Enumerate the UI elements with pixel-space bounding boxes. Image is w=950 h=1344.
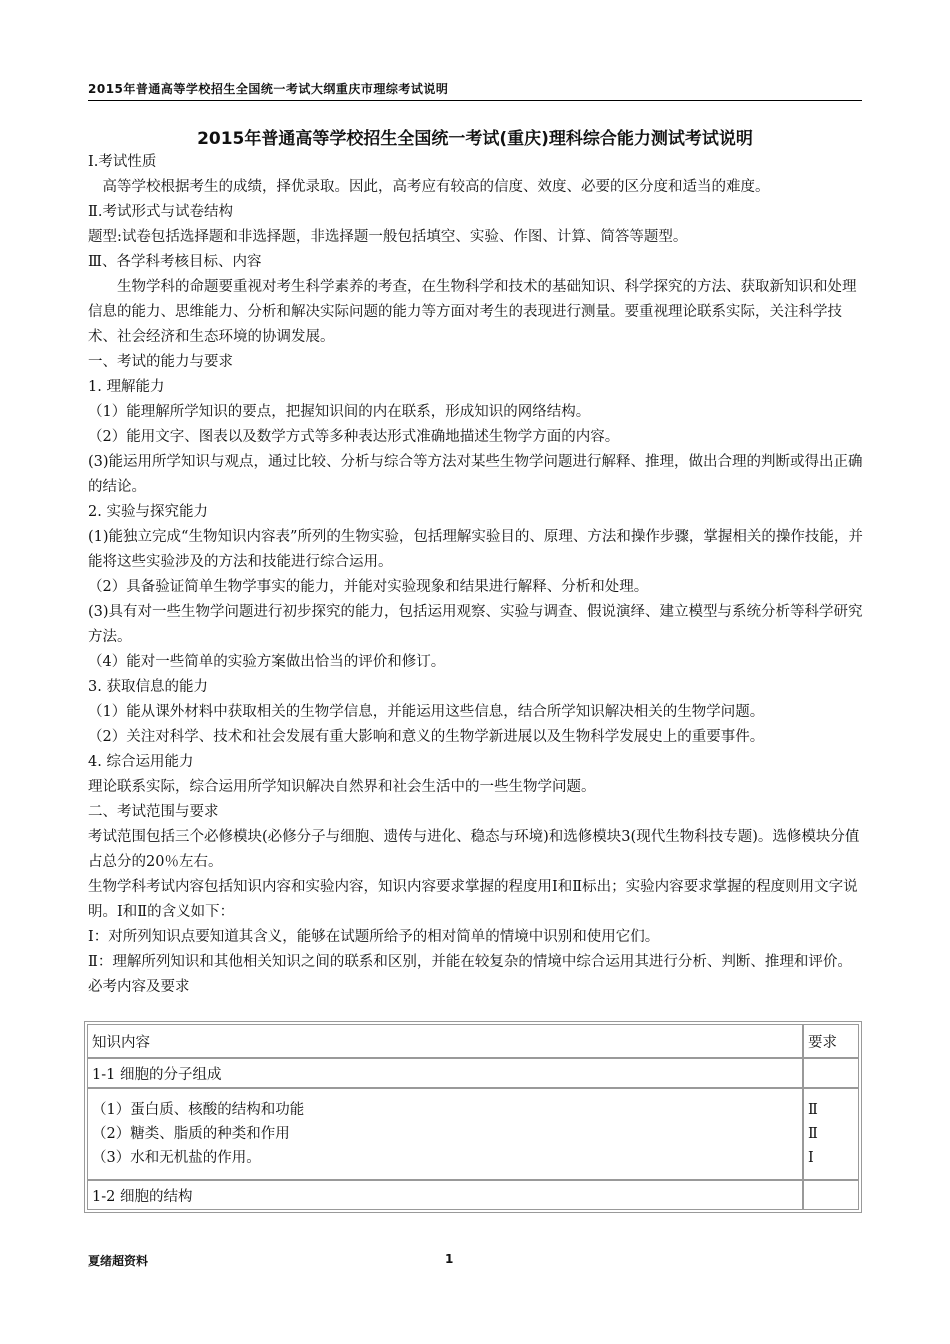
item-text: （2）糖类、脂质的种类和作用 [92, 1126, 290, 1142]
item-heading: 2. 实验与探究能力 [88, 504, 208, 520]
paragraph: Ⅱ：理解所列知识和其他相关知识之间的联系和区别，并能在较复杂的情境中综合运用其进行分析、判断、推理和评价。 [88, 954, 852, 970]
item-heading: 4. 综合运用能力 [88, 754, 194, 770]
list-item: （2）关注对科学、技术和社会发展有重大影响和意义的生物学新进展以及生物科学发展史上的重要事件。 [88, 729, 765, 745]
list-item: （2）能用文字、图表以及数学方式等多种表达形式准确地描述生物学方面的内容。 [88, 429, 620, 445]
paragraph: 理论联系实际，综合运用所学知识解决自然界和社会生活中的一些生物学问题。 [88, 779, 596, 795]
table-caption: 必考内容及要求 [88, 979, 190, 995]
item-text: （3）水和无机盐的作用。 [92, 1150, 261, 1166]
document-body [88, 150, 870, 1000]
item-heading: 1. 理解能力 [88, 379, 165, 395]
req-cell [803, 1088, 859, 1180]
table-row [87, 1058, 859, 1088]
item-heading: 3. 获取信息的能力 [88, 679, 208, 695]
running-header: 2015年普通高等学校招生全国统一考试大纲重庆市理综考试说明 [88, 82, 449, 96]
section-cell: 1-2 细胞的结构 [87, 1180, 803, 1210]
paragraph: 考试范围包括三个必修模块(必修分子与细胞、遗传与进化、稳态与环境)和选修模块3(现代生物科技专题)。选修模块分值占总分的20％左右。 [88, 829, 860, 870]
section-heading-1: Ⅰ.考试性质 [88, 154, 157, 170]
table-row [87, 1088, 859, 1180]
document-title: 2015年普通高等学校招生全国统一考试(重庆)理科综合能力测试考试说明 [197, 129, 753, 149]
requirements-table [84, 1021, 862, 1213]
footer-source: 夏绪超资料 [88, 1254, 149, 1268]
paragraph: Ⅰ：对所列知识点要知道其含义，能够在试题所给予的相对简单的情境中识别和使用它们。 [88, 929, 660, 945]
empty-cell [803, 1058, 859, 1088]
req-level: Ⅱ [808, 1102, 818, 1118]
section-cell: 1-1 细胞的分子组成 [87, 1058, 803, 1088]
list-item: (3)具有对一些生物学问题进行初步探究的能力，包括运用观察、实验与调查、假说演绎、建立模型与系统分析等科学研究方法。 [88, 604, 863, 645]
header-rule [88, 100, 862, 101]
paragraph: 题型:试卷包括选择题和非选择题，非选择题一般包括填空、实验、作图、计算、简答等题型。 [88, 229, 688, 245]
table-row [87, 1180, 859, 1210]
list-item: (3)能运用所学知识与观点，通过比较、分析与综合等方法对某些生物学问题进行解释、推理，做出合理的判断或得出正确的结论。 [88, 454, 863, 495]
list-item: (1)能独立完成“生物知识内容表”所列的生物实验，包括理解实验目的、原理、方法和操作步骤，掌握相关的操作技能，并能将这些实验涉及的方法和技能进行综合运用。 [88, 529, 863, 570]
table-header-row [87, 1024, 859, 1058]
paragraph: 生物学科考试内容包括知识内容和实验内容，知识内容要求掌握的程度用Ⅰ和Ⅱ标出；实验内容要求掌握的程度则用文字说明。Ⅰ和Ⅱ的含义如下： [88, 879, 858, 920]
subsection-heading: 一、考试的能力与要求 [88, 354, 233, 370]
list-item: （1）能从课外材料中获取相关的生物学信息，并能运用这些信息，结合所学知识解决相关的生物学问题。 [88, 704, 765, 720]
header-req-cell: 要求 [803, 1024, 859, 1058]
items-cell [87, 1088, 803, 1180]
empty-cell [803, 1180, 859, 1210]
header-content-cell: 知识内容 [87, 1024, 803, 1058]
list-item: （1）能理解所学知识的要点，把握知识间的内在联系，形成知识的网络结构。 [88, 404, 591, 420]
req-level: Ⅰ [808, 1150, 814, 1166]
item-text: （1）蛋白质、核酸的结构和功能 [92, 1102, 305, 1118]
list-item: （4）能对一些简单的实验方案做出恰当的评价和修订。 [88, 654, 446, 670]
section-heading-3: Ⅲ、各学科考核目标、内容 [88, 254, 262, 270]
subsection-heading: 二、考试范围与要求 [88, 804, 219, 820]
paragraph: 生物学科的命题要重视对考生科学素养的考查，在生物科学和技术的基础知识、科学探究的方法、获取新知识和处理信息的能力、思维能力、分析和解决实际问题的能力等方面对考生的表现进行测量。要重视理论联系实际，关注科学技术、社会经济和生态环境的协调发展。 [88, 279, 857, 345]
req-level: Ⅱ [808, 1126, 818, 1142]
list-item: （2）具备验证简单生物学事实的能力，并能对实验现象和结果进行解释、分析和处理。 [88, 579, 649, 595]
page-number: 1 [445, 1252, 454, 1266]
paragraph: 高等学校根据考生的成绩，择优录取。因此，高考应有较高的信度、效度、必要的区分度和适当的难度。 [102, 179, 770, 195]
section-heading-2: Ⅱ.考试形式与试卷结构 [88, 204, 233, 220]
